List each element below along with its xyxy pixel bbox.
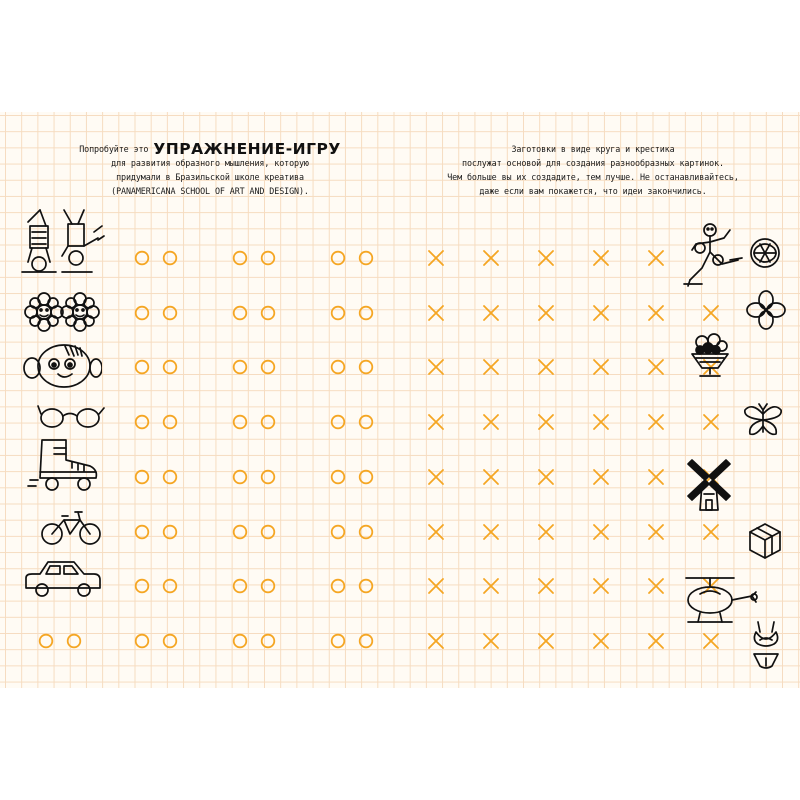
circle-blank [136,580,149,593]
circle-blank [40,635,53,648]
circle-blank [234,416,247,429]
roller-skate-drawing [26,436,102,492]
cross-blank [484,579,498,593]
circle-blank [262,580,275,593]
cross-blank [539,525,553,539]
cross-blank [484,525,498,539]
cross-blank [594,470,608,484]
cross-blank [704,306,718,320]
smiling-face-drawing [20,340,102,390]
fruit-bowl-drawing [686,330,734,382]
circle-blank [234,526,247,539]
cross-blank [429,525,443,539]
circle-blank [136,471,149,484]
intro-right-line-4: даже если вам покажется, что идеи закончились. [479,186,707,196]
circle-blank [332,471,345,484]
windmill-drawing [684,454,734,514]
circle-blank [234,361,247,374]
circle-blank [136,416,149,429]
cross-blank [649,525,663,539]
cross-blank [429,360,443,374]
cross-blank [539,579,553,593]
round-knot-drawing [748,236,782,270]
circle-blank [262,635,275,648]
cross-blank [594,251,608,265]
circle-blank [136,526,149,539]
cross-blank [649,251,663,265]
circle-blank [234,580,247,593]
cross-blank [704,415,718,429]
circle-blank [360,252,373,265]
cross-blank [539,306,553,320]
circle-blank [360,361,373,374]
cross-blank [484,360,498,374]
circle-blank [360,307,373,320]
cross-blank [594,306,608,320]
exercise-title: УПРАЖНЕНИЕ-ИГРУ [153,140,341,158]
circle-blank [332,252,345,265]
circle-blank [332,635,345,648]
cross-blank [539,360,553,374]
circle-blank [332,307,345,320]
cross-blank [484,306,498,320]
two-kids-handstand-drawing [18,208,106,278]
cross-blank [649,579,663,593]
cross-blank [429,415,443,429]
two-flowers-drawing [24,292,100,332]
circle-blank [360,526,373,539]
cross-blank [484,634,498,648]
circle-blank [164,526,177,539]
circle-blank [332,361,345,374]
intro-right-line-2: послужат основой для создания разнообразных картинок. [462,158,724,168]
intro-right-line-3: Чем больше вы их создадите, тем лучше. Не останавливайтесь, [447,172,739,182]
cross-blank [429,470,443,484]
circle-blank [164,471,177,484]
circle-blank [68,635,81,648]
bicycle-drawing [40,508,102,548]
cross-blank [594,525,608,539]
cross-blank [649,360,663,374]
eyeglasses-drawing [36,400,106,430]
circle-blank [262,307,275,320]
circle-blank [360,471,373,484]
cross-blank [594,579,608,593]
circle-blank [136,307,149,320]
intro-left-line-2: для развития образного мышления, которую [111,158,309,168]
cross-blank [429,251,443,265]
circle-blank [262,471,275,484]
circle-blank [262,526,275,539]
cross-blank [539,470,553,484]
circle-blank [332,416,345,429]
circle-blank [234,252,247,265]
circle-blank [360,635,373,648]
intro-left-line-3: придумали в Бразильской школе креатива [116,172,304,182]
swimsuit-drawing [746,618,786,674]
cross-blank [594,415,608,429]
cross-blank [704,525,718,539]
circle-blank [332,580,345,593]
cross-blank [594,360,608,374]
circle-blank [164,361,177,374]
cross-blank [429,579,443,593]
circle-blank [360,416,373,429]
cross-blank [484,251,498,265]
cross-blank [429,634,443,648]
circle-blank [262,252,275,265]
circle-blank [332,526,345,539]
intro-right-line-1: Заготовки в виде круга и крестика [511,144,675,154]
circle-blank [164,252,177,265]
circle-blank [136,252,149,265]
cross-blank [649,470,663,484]
circle-blank [164,635,177,648]
cross-blank [649,634,663,648]
cross-blank [429,306,443,320]
circle-blank [360,580,373,593]
circle-blank [262,416,275,429]
circle-blank [164,416,177,429]
circle-blank [136,635,149,648]
cross-blank [539,634,553,648]
circle-blank [164,307,177,320]
intro-prefix: Попробуйте это [79,144,149,154]
four-petal-flower-drawing [746,290,786,330]
circle-blank [136,361,149,374]
cross-blank [484,415,498,429]
cross-blank [539,251,553,265]
cross-blank [484,470,498,484]
dancing-stick-figure-drawing [680,220,746,290]
cross-blank [649,415,663,429]
intro-left-line-4: (PANAMERICANA SCHOOL OF ART AND DESIGN). [111,186,309,196]
cube-drawing [746,520,784,560]
cross-blank [704,634,718,648]
circle-blank [262,361,275,374]
butterfly-drawing [742,402,784,438]
circle-blank [164,580,177,593]
cross-blank [594,634,608,648]
circle-blank [234,307,247,320]
cross-blank [649,306,663,320]
cross-blank [539,415,553,429]
circle-blank [234,471,247,484]
car-drawing [22,556,104,600]
circle-blank [234,635,247,648]
